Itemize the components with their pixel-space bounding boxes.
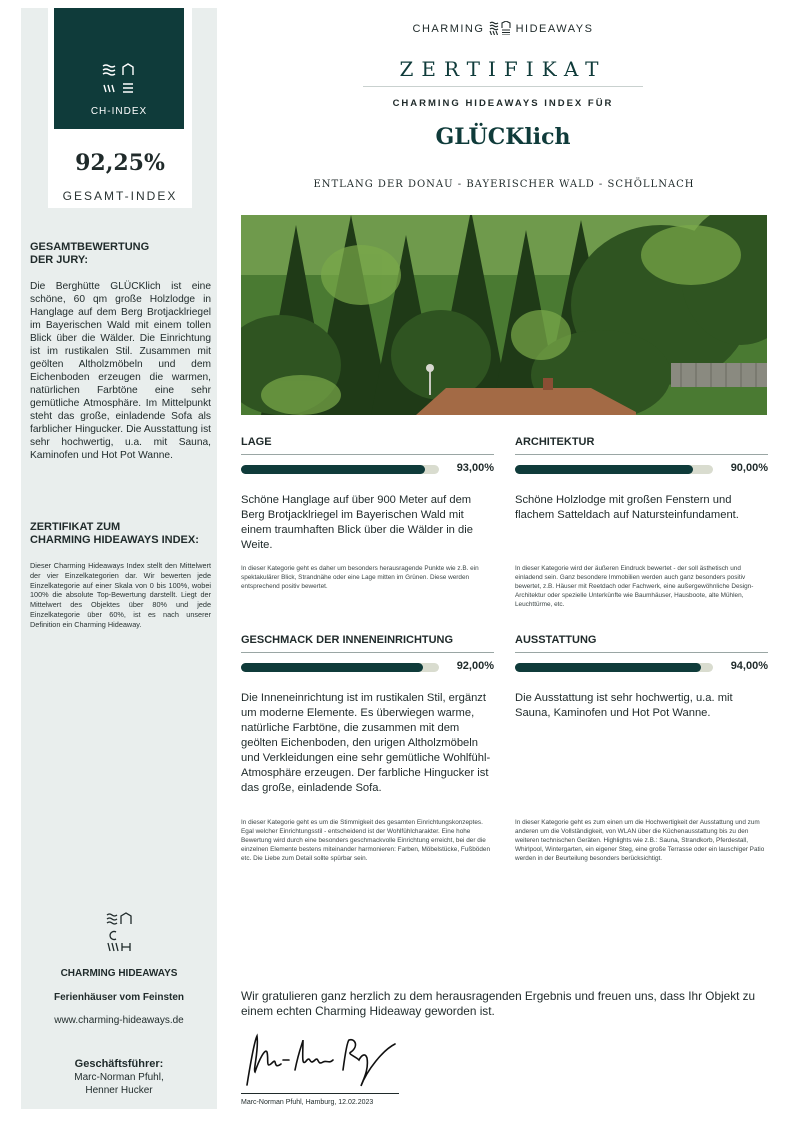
badge-code: CH-INDEX [90,106,148,117]
brand-logo-icon [489,21,511,35]
category-description: Schöne Holzlodge mit großen Fenstern und flachem Satteldach auf Natursteinfundament. [515,494,739,521]
category-explanation: In dieser Kategorie geht es daher um besonders herausragende Punkte wie z.B. ein spektakulärer Blick, Strandnähe oder eine Lage mitten im Grünen. Diese werden entsprechend positiv bewertet. [241,565,479,590]
object-name: GLÜCKlich [435,124,571,150]
category-explanation: In dieser Kategorie geht es zum einen um die Hochwertigkeit der Ausstattung und zum anderen um die Vollständigkeit, von WLAN über die Küchenausstattung bis zu den weiteren technischen Geräten. Highlights wie z.B.: Sauna, Strandkorb, Pferdestall, Whirlpool, Wintergarten, ein eigener Steg, eine große Terrasse oder ein lauschiger Patio werden in der Beurteilung besonders berücksichtigt. [515,819,765,862]
jury-text: Die Berghütte GLÜCKlich ist eine schöne, 60 qm große Holzlodge in Hanglage auf dem Berg Brotjacklriegel im Bayerischen Wald mit einem tollen Blick über die Wälder. Die Einrichtung ist im rustikalen Stil. Zusammen mit geölten Altholzmöbeln und dem Eichenboden erzeugen die warmen, natürlichen Farbtöne eine sehr gemütliche Atmosphäre. Im Mittelpunkt steht das große, einladende Sofa als farblicher Hingucker. Die Ausstattung ist sehr hochwertig, u.a. mit Sauna, Kaminofen und Hot Pot Wanne. [30,281,211,461]
brand-header [363,21,643,35]
signature-line [241,1093,399,1094]
category-description: Die Ausstattung ist sehr hochwertig, u.a. mit Sauna, Kaminofen und Hot Pot Wanne. [515,692,733,719]
total-score: 92,25% [75,150,165,176]
signature-image [243,1030,403,1090]
category-heading: LAGE [241,436,272,448]
signature-caption: Marc-Norman Pfuhl, Hamburg, 12.02.2023 [241,1099,374,1106]
category-divider [515,652,768,653]
manager-name-1: Marc-Norman Pfuhl, [74,1072,164,1083]
location-line: ENTLANG DER DONAU - BAYERISCHER WALD - SCHÖLLNACH [313,179,695,190]
score-bar-track [515,663,713,672]
category-heading: ARCHITEKTUR [515,436,595,448]
category-score: 92,00% [456,660,494,672]
brand-right-word: HIDEAWAYS [515,23,594,35]
score-bar-fill [241,663,423,672]
sidebar [21,8,217,1109]
score-bar-track [515,465,713,474]
category-divider [515,454,768,455]
managers-label: Geschäftsführer: [74,1058,164,1070]
score-bar-fill [515,663,701,672]
category-explanation: In dieser Kategorie geht es um die Stimmigkeit des gesamten Einrichtungskonzeptes. Egal welcher Einrichtungsstil - entscheidend ist der Wohlfühlcharakter. Eine hohe Bewertung wird durch eine besonders geschmackvolle Einrichtung erreicht, bei der die einzelnen Elemente bestens miteinander harmonieren: Farben, Möbelstücke, Fußböden etc. Die Liebe zum Detail sollte spürbar sein. [241,819,491,862]
jury-heading [30,241,210,267]
company-website-link[interactable]: www.charming-hideaways.de [54,1015,184,1026]
index-heading-line-2: CHARMING HIDEAWAYS INDEX: [30,534,199,546]
property-photo [241,215,767,415]
score-bar-track [241,663,439,672]
company-name: CHARMING HIDEAWAYS [60,968,178,979]
category-heading: AUSSTATTUNG [515,634,597,646]
congratulations-text: Wir gratulieren ganz herzlich zu dem herausragenden Ergebnis und freuen uns, dass Ihr Objekt zu einem echten Charming Hideaway geworden ist. [241,989,756,1018]
ch-logo-icon [101,63,137,97]
index-explanation: Dieser Charming Hideaways Index stellt den Mittelwert der vier Einzelkategorien dar. Wir bewerten jede Einzelkategorie auf einer Skala von 0 bis 100%, wobei 100% die absolute Top-Bewertung darstellt. Liegt der Mittelwert des Objektes über 80% und jede Einzelkategorie über 60%, ist es nach unserer Definition ein Charming Hideaway. [30,561,211,629]
certificate-subtitle: CHARMING HIDEAWAYS INDEX FÜR [392,98,614,109]
forest-lodge-image [241,215,767,415]
category-description: Schöne Hanglage auf über 900 Meter auf dem Berg Brotjacklriegel im Bayerischen Wald mit einem traumhaften Blick über die Wälder in die Weite. [241,494,473,551]
jury-heading-line-2: DER JURY: [30,254,89,266]
category-score: 90,00% [730,462,768,474]
score-bar-fill [241,465,425,474]
category-heading: GESCHMACK DER INNENEINRICHTUNG [241,634,454,646]
ch-index-badge [54,8,184,129]
brand-left-word: CHARMING [412,23,485,35]
category-description: Die Inneneinrichtung ist im rustikalen Stil, ergänzt um moderne Elemente. Es überwiegen warme, natürliche Farbtöne, die zusammen mit dem geölten Eichenboden, den urigen Altholzmöbeln und Verkleidungen eine sehr gemütliche Wohlfühl-Atmosphäre erzeugen. Der farbliche Hingucker ist das große, einladende Sofa. [241,692,491,794]
ch-footer-logo-icon [106,912,132,952]
score-bar-track [241,465,439,474]
company-tagline: Ferienhäuser vom Feinsten [53,992,185,1003]
jury-heading-line-1: GESAMTBEWERTUNG [30,241,150,253]
category-explanation: In dieser Kategorie wird der äußeren Eindruck bewertet - der soll ästhetisch und einladend sein. Ganz besondere Immobilien werden auch ganz besonders positiv bewertet, z.B. Häuser mit Reetdach oder Fachwerk, eine außergewöhnliche Design-Architektur oder spezielle Unterkünfte wie Baumhäuser, Hausboote, alte Mühlen, Leuchttürme, etc. [515,565,754,608]
certificate-title: ZERTIFIKAT [399,57,607,81]
category-score: 94,00% [730,660,768,672]
total-score-label: GESAMT-INDEX [62,189,178,203]
index-badge-card [48,8,192,208]
category-divider [241,652,494,653]
index-heading [30,521,210,547]
category-score: 93,00% [456,462,494,474]
score-bar-fill [515,465,693,474]
index-heading-line-1: ZERTIFIKAT ZUM [30,521,121,533]
manager-name-2: Henner Hucker [85,1085,153,1096]
category-divider [241,454,494,455]
title-divider [363,86,643,87]
